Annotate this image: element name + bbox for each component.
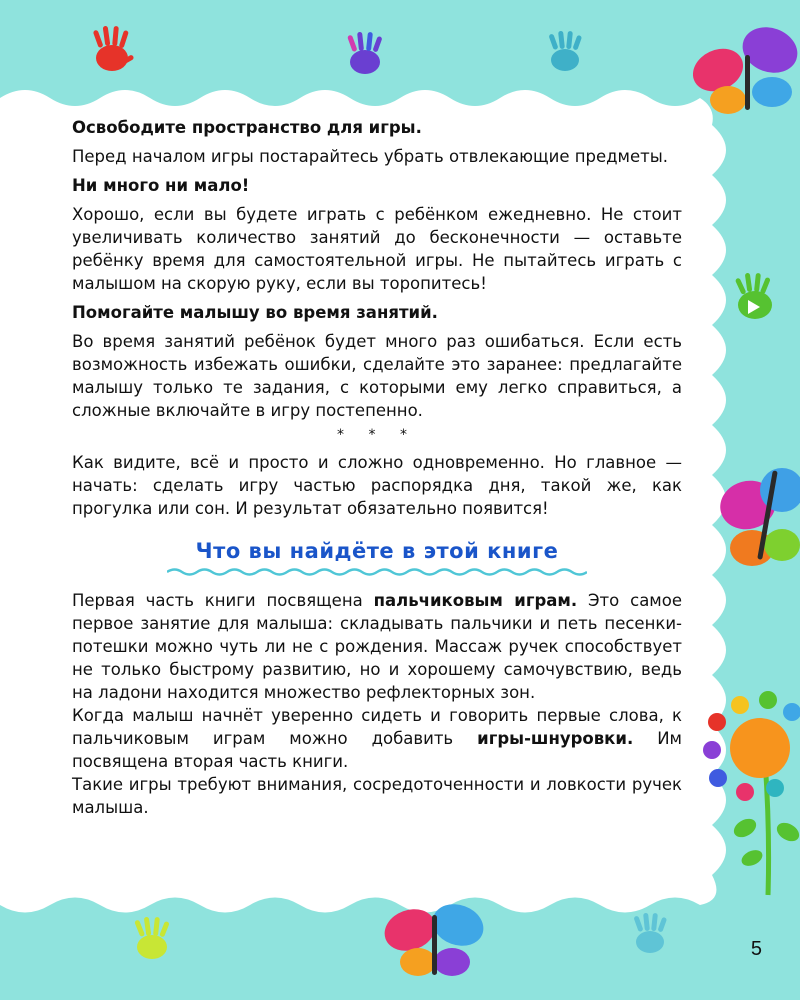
page-number: 5 bbox=[750, 938, 762, 960]
section-text-frequency: Хорошо, если вы будете играть с ребёнком ежедневно. Не стоит увеличивать количество занятий до бесконечности — оставьте ребёнку время для самостоятельной игры. Не пытайтесь играть с малышом на скорую руку, если вы торопитесь! bbox=[72, 205, 682, 293]
conclusion-text: Как видите, всё и просто и сложно одновременно. Но главное — начать: сделать игру частью распорядка дня, такой же, как прогулка или сон. И результат обязательно появится! bbox=[72, 453, 682, 518]
section-heading-help: Помогайте малышу во время занятий. bbox=[72, 303, 438, 322]
red-handprint-icon bbox=[93, 26, 135, 71]
book-paragraph-lacing-games: Когда малыш начнёт уверенно сидеть и говорить первые слова, к пальчиковым играм можно добавить игры-шнуровки. Им посвящена вторая часть книги. bbox=[72, 706, 682, 771]
purple-handprint-icon bbox=[347, 32, 383, 74]
teal-handprint-icon bbox=[548, 31, 582, 71]
section-heading-frequency: Ни много ни мало! bbox=[72, 176, 250, 195]
section-text-space: Перед началом игры постарайтесь убрать отвлекающие предметы. bbox=[72, 147, 669, 166]
book-paragraph-finger-games: Первая часть книги посвящена пальчиковым играм. Это самое первое занятие для малыша: складывать пальчики и петь песенки-потешки можно чуть ли не с рождения. Массаж ручек способствует не только быстрому развитию, но и хорошему самочувствию, ведь на ладони находится множество рефлекторных зон. bbox=[72, 591, 683, 702]
title-wave-underline bbox=[167, 567, 587, 577]
section-text-help: Во время занятий ребёнок будет много раз ошибаться. Если есть возможность избежать ошибки, сделайте это заранее: предлагайте малышу только те задания, с которыми ему легко справиться, а сложные включайте в игру постепенно. bbox=[72, 332, 682, 420]
yellow-green-handprint-icon bbox=[134, 917, 170, 959]
divider-stars: * * * bbox=[337, 427, 417, 443]
section-heading-space: Освободите пространство для игры. bbox=[72, 118, 422, 137]
book-section-title: Что вы найдёте в этой книге bbox=[195, 539, 559, 563]
butterfly-icon-top-right bbox=[686, 20, 800, 114]
finger-games-highlight: пальчиковым играм. bbox=[373, 591, 578, 610]
light-blue-handprint-icon bbox=[633, 913, 667, 953]
lacing-games-highlight: игры-шнуровки. bbox=[477, 729, 634, 748]
green-handprint-icon bbox=[735, 273, 772, 319]
book-paragraph-attention: Такие игры требуют внимания, сосредоточенности и ловкости ручек малыша. bbox=[72, 775, 682, 817]
page-content bbox=[72, 116, 682, 819]
butterfly-icon-right bbox=[715, 468, 800, 566]
